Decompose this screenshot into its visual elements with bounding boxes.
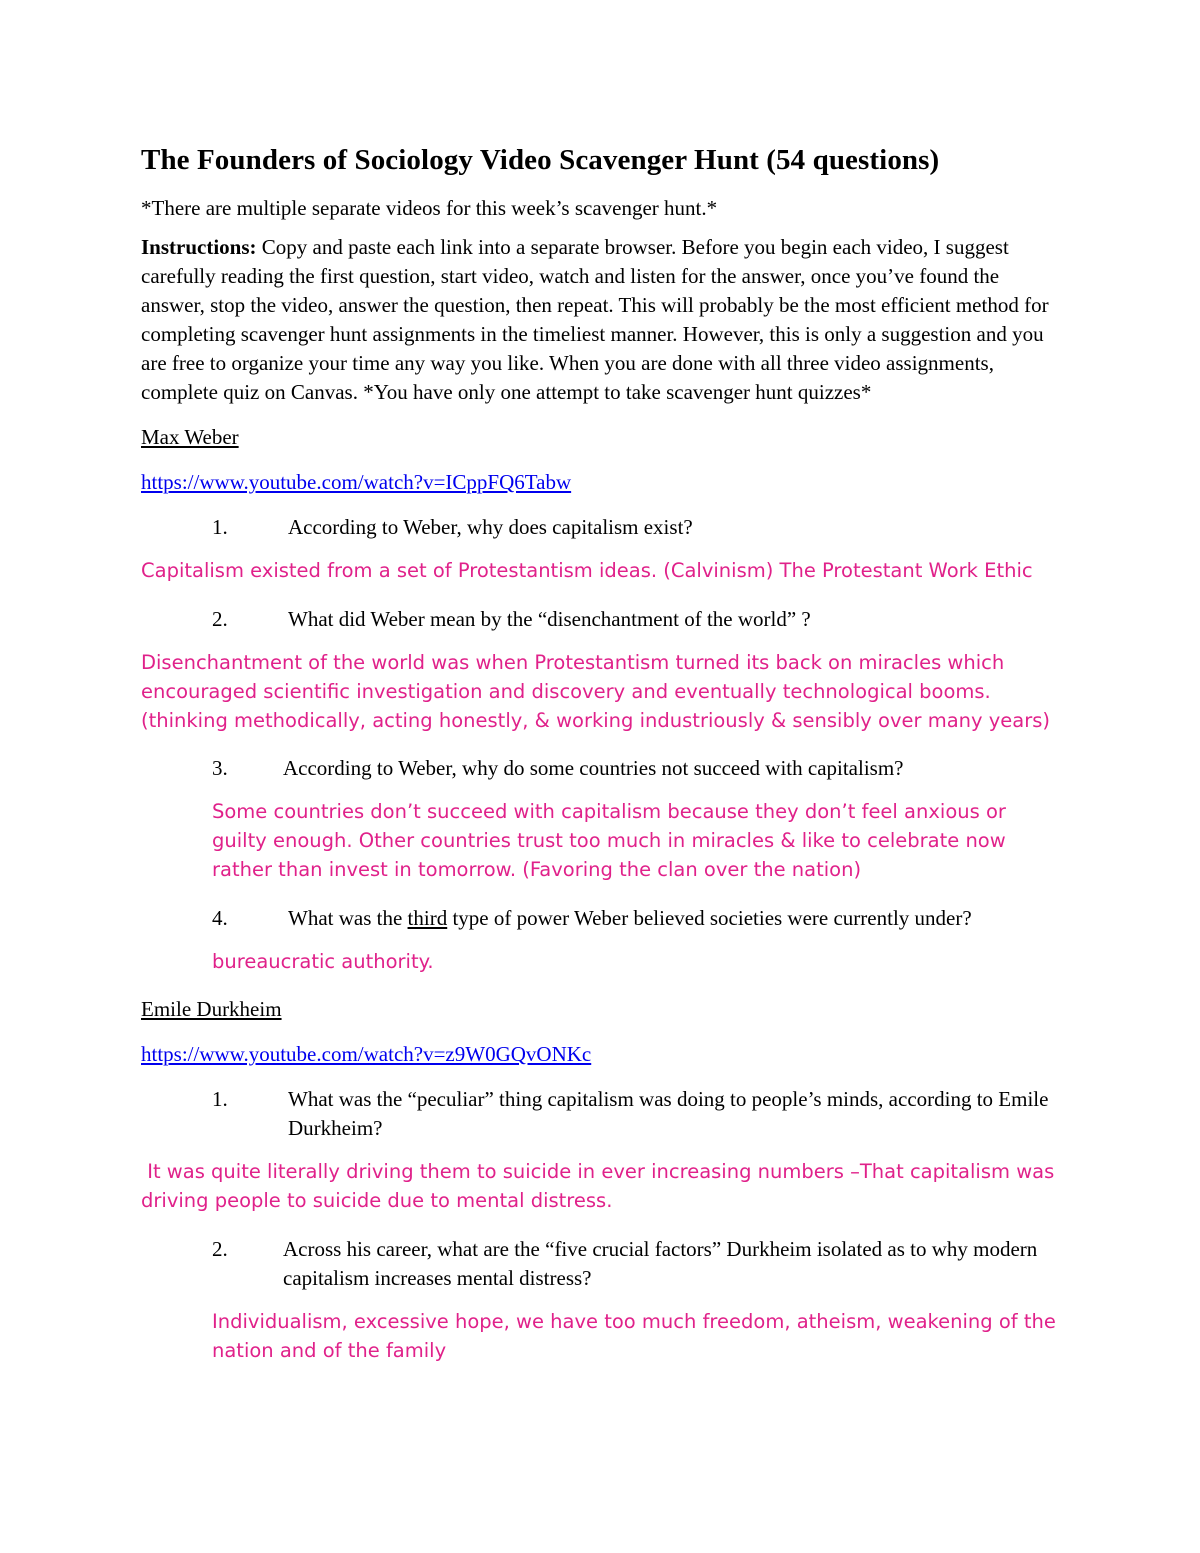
question-text: According to Weber, why do some countries not succeed with capitalism? <box>283 756 904 780</box>
document-content <box>141 140 1061 1384</box>
video-link-durkheim[interactable]: https://www.youtube.com/watch?v=z9W0GQvONKc <box>141 1042 592 1066</box>
question-number: 1. <box>212 1087 228 1111</box>
question-text <box>288 904 1061 933</box>
question-item <box>141 1085 1061 1143</box>
question-emphasis: third <box>407 905 448 930</box>
question-item <box>141 605 1061 634</box>
question-text: What did Weber mean by the “disenchantment of the world” ? <box>288 606 811 631</box>
section-heading-weber: Max Weber <box>141 425 239 449</box>
question-item <box>141 1235 1061 1293</box>
instructions-text: Copy and paste each link into a separate browser. Before you begin each video, I suggest carefully reading the first question, start video, watch and listen for the answer, once you’ve found the answer, stop the video, answer the question, then repeat. This will probably be the most efficient method for completing scavenger hunt assignments in the timeliest manner. However, this is only a suggestion and you are free to organize your time any way you like. When you are done with all three video assignments, complete quiz on Canvas. *You have only one attempt to take scavenger hunt quizzes* <box>141 235 1049 404</box>
question-number: 2. <box>212 1236 228 1261</box>
question-number: 4. <box>212 905 228 930</box>
instructions-label: Instructions: <box>141 235 257 259</box>
question-text-part: What was the <box>288 905 408 930</box>
answer-text: bureaucratic authority. <box>212 949 434 973</box>
answer-text: Some countries don’t succeed with capitalism because they don’t feel anxious or guilty enough. Other countries trust too much in miracles & like to celebrate now rather than invest in tomorrow. (Favoring the clan over the nation) <box>212 800 1006 881</box>
answer-text: Individualism, excessive hope, we have too much freedom, atheism, weakening of the nation and of the family <box>212 1309 1056 1362</box>
video-link-weber[interactable]: https://www.youtube.com/watch?v=ICppFQ6Tabw <box>141 470 572 494</box>
question-number: 2. <box>212 606 228 631</box>
question-item <box>141 904 1061 933</box>
section-heading-durkheim: Emile Durkheim <box>141 997 282 1021</box>
question-item <box>141 513 1061 542</box>
question-text: What was the “peculiar” thing capitalism was doing to people’s minds, according to Emile Durkheim? <box>288 1087 1049 1140</box>
document-title: The Founders of Sociology Video Scavenger Hunt (54 questions) <box>141 144 940 176</box>
question-text: Across his career, what are the “five crucial factors” Durkheim isolated as to why modern capitalism increases mental distress? <box>283 1236 1038 1290</box>
question-item <box>141 754 1061 783</box>
answer-text: Disenchantment of the world was when Protestantism turned its back on miracles which encouraged scientific investigation and discovery and eventually technological booms. (thinking methodically, acting honestly, & working industriously & sensibly over many years) <box>141 650 1051 732</box>
question-text-part: type of power Weber believed societies were currently under? <box>447 905 972 930</box>
answer-text: Capitalism existed from a set of Protestantism ideas. (Calvinism) The Protestant Work Ethic <box>141 559 1033 582</box>
answer-text: It was quite literally driving them to suicide in ever increasing numbers –That capitalism was driving people to suicide due to mental distress. <box>141 1160 1061 1212</box>
question-text: According to Weber, why does capitalism exist? <box>288 515 693 539</box>
question-number: 1. <box>212 515 228 539</box>
question-number: 3. <box>212 756 228 780</box>
videos-note: *There are multiple separate videos for this week’s scavenger hunt.* <box>141 196 718 220</box>
instructions-paragraph <box>141 233 1061 407</box>
